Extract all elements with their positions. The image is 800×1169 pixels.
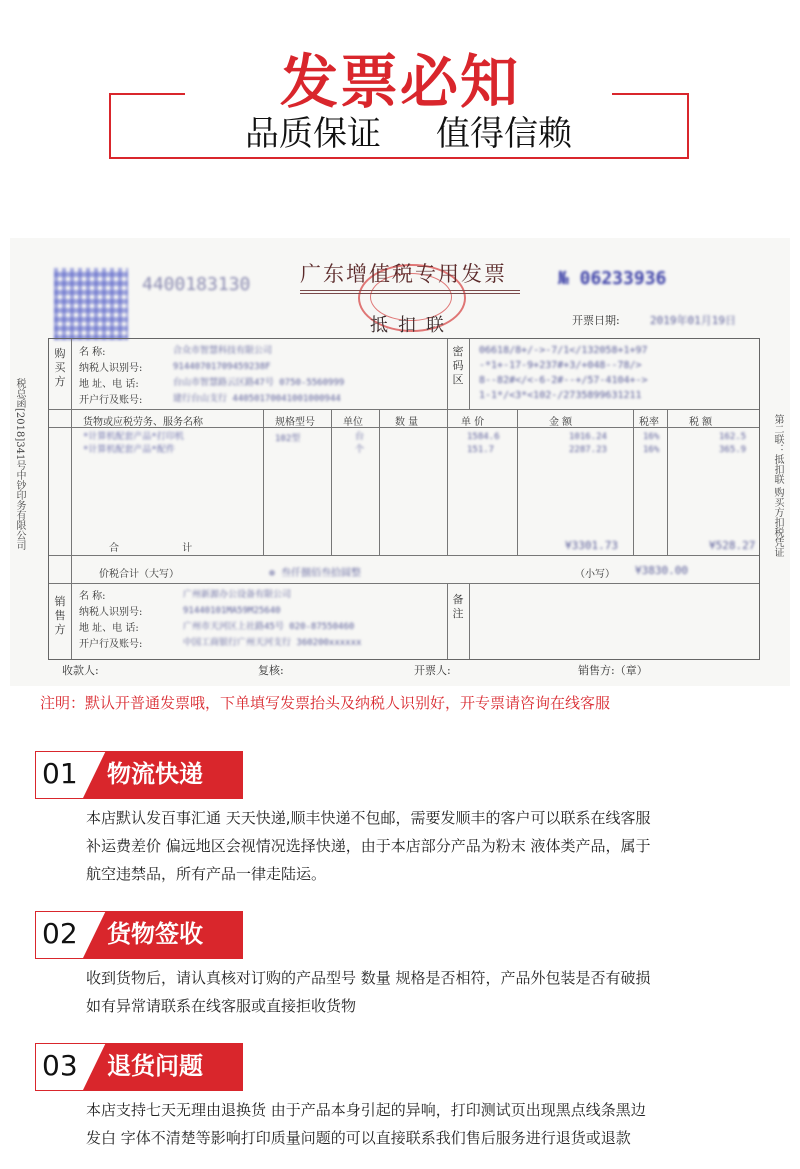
invoice-date-label: 开票日期: [572, 314, 620, 327]
section-01-title: 物流快递 [107, 760, 203, 788]
seller-field-bank: 开户行及账号: [79, 639, 143, 650]
section-02-badge [35, 911, 243, 959]
remark-label: 备注 [452, 593, 464, 620]
buyer-field-address: 地 址、电 话: [79, 379, 139, 390]
drawer-label: 开票人: [414, 664, 451, 677]
password-area: 06618/8+/->-7/1</132058+1+97 -*1+-17-9+237#+3/+048--78/> 8--82#</<-6-2#--+/57-4104+-> 1-1*/<3*<102-/2735899631211 [479, 345, 648, 401]
section-02-body [86, 964, 776, 1020]
header-frame-top-left [109, 93, 185, 95]
side-text-left: 税总函[2018]341号中钞印务有限公司 [14, 378, 25, 551]
password-label: 密码区 [452, 345, 464, 386]
section-03-line: 发白 字体不清楚等影响打印质量问题的可以直接联系我们售后服务进行退货或退款 [86, 1129, 631, 1147]
section-01-line: 本店默认发百事汇通 天天快递,顺丰快递不包邮，需要发顺丰的客户可以联系在线客服 [86, 809, 651, 827]
total-amount: ¥3301.73 [565, 539, 618, 552]
section-03-number: 03 [42, 1049, 78, 1082]
item-header-spec: 规格型号 [275, 417, 315, 428]
invoice-code: 4400183130 [142, 274, 251, 295]
buyer-field-taxid: 纳税人识别号: [79, 363, 143, 374]
total-label: 合 计 [109, 543, 223, 554]
section-03-body [86, 1096, 776, 1152]
invoice-notice: 注明：默认开普通发票哦，下单填写发票抬头及纳税人识别好，开专票请咨询在线客服 [40, 694, 611, 712]
qr-code [54, 268, 128, 340]
section-02-line: 如有异常请联系在线客服或直接拒收货物 [86, 997, 357, 1015]
section-02-title: 货物签收 [107, 920, 203, 948]
side-text-right: 第二联：抵扣联 购买方扣税凭证 [772, 414, 783, 558]
section-01-number: 01 [42, 757, 78, 790]
small-amount-label: （小写） [575, 569, 615, 580]
section-01-badge [35, 751, 243, 799]
seller-label: 销售方 [54, 595, 66, 636]
section-01-line: 航空违禁品，所有产品一律走陆运。 [86, 865, 327, 883]
header-frame-top-right [612, 93, 689, 95]
invoice-number: № 06233936 [558, 268, 667, 289]
section-02-line: 收到货物后，请认真核对订购的产品型号 数量 规格是否相符，产品外包装是否有破损 [86, 969, 651, 987]
header-subtitle-right: 值得信赖 [436, 114, 572, 154]
section-03-badge [35, 1043, 243, 1091]
seller-field-name: 名 称: [79, 591, 106, 602]
item-header-qty: 数 量 [395, 417, 419, 428]
item-header-price: 单 价 [461, 417, 485, 428]
reviewer-label: 复核: [258, 664, 284, 677]
item-header-rate: 税率 [639, 417, 659, 428]
small-amount: ¥3830.00 [635, 564, 688, 577]
payee-label: 收款人: [62, 664, 99, 677]
seller-seal-label: 销售方:（章） [578, 664, 648, 677]
item-header-name: 货物或应税劳务、服务名称 [83, 417, 203, 428]
seller-field-address: 地 址、电 话: [79, 623, 139, 634]
section-03-title: 退货问题 [107, 1052, 203, 1080]
header-frame [109, 93, 689, 159]
invoice-image [10, 238, 790, 686]
item-header-amount: 金 额 [549, 417, 573, 428]
buyer-field-name: 名 称: [79, 347, 106, 358]
invoice-date: 2019年01月19日 [650, 314, 736, 327]
invoice-copy-label: 抵扣联 [370, 315, 454, 336]
invoice-grid: 购买方 名 称: 纳税人识别号: 地 址、电 话: 开户行及账号: 合众市智慧科技有限公司 91440701709459238F 台山市智慧路云区路47号 0750-5560999 建行台山支行 44050170041001000944 密码区 06618/8+/->-7/1</132058+1+97 -*1+-17-9+237#+3/+048--78/> 8--82#</<-6-2#--+/57-4104+-> 1-1*/<3*<102-/2735899631211 货物或应税劳务、服务名称 规格型号 单位 数 量 单 价 金 额 税率 税 额 *计算机配套产品*打印机 *计算机配套产品*配件 102型 台 个 1584.6 151.7 1016.24 2287.23 16% 16% 162.5 365.9 合 计 ¥3301.73 ¥528.27 价税合计（大写） ⊗ 叁仟捌佰叁拾圆整 （小写） ¥3830.00 销售方 名 称: 纳税人识别号: 地 址、电 话: 开户行及账号: 广州新源办公设备有限公司 91440101MA59M25640 广州市天河区上社路45号 020-87550460 中国工商银行广州天河支行 360200xxxxxx 备注 [48, 338, 760, 660]
section-03-line: 本店支持七天无理由退换货 由于产品本身引起的异响，打印测试页出现黑点线条黑边 [86, 1101, 646, 1119]
section-02-number: 02 [42, 917, 78, 950]
section-01-body [86, 804, 776, 888]
header-subtitle-left: 品质保证 [245, 114, 381, 154]
price-tax-total-label: 价税合计（大写） [99, 569, 179, 580]
item-header-unit: 单位 [343, 417, 363, 428]
seller-field-taxid: 纳税人识别号: [79, 607, 143, 618]
total-tax: ¥528.27 [709, 539, 756, 552]
item-header-tax: 税 额 [689, 417, 713, 428]
invoice-title: 广东增值税专用发票 [300, 262, 507, 286]
buyer-field-bank: 开户行及账号: [79, 395, 143, 406]
header-title: 发票必知 [279, 48, 520, 116]
buyer-label: 购买方 [54, 347, 66, 388]
section-01-line: 补运费差价 偏远地区会视情况选择快递，由于本店部分产品为粉末 液体类产品，属于 [86, 837, 651, 855]
